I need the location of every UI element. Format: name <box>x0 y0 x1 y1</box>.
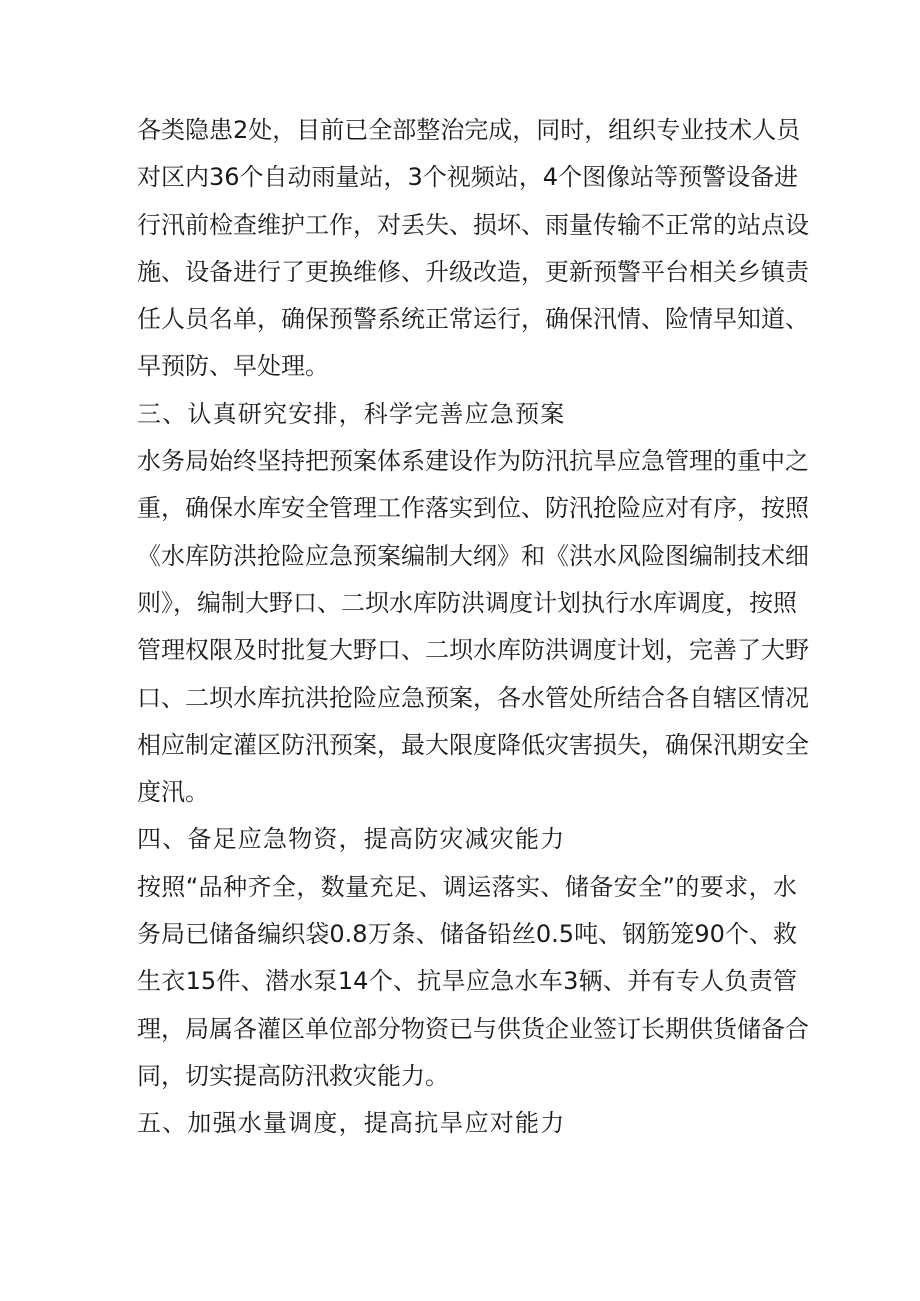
text-line: 行汛前检查维护工作，对丢失、损坏、雨量传输不正常的站点设 <box>137 210 809 239</box>
text-line: 务局已储备编织袋0.8万条、储备铅丝0.5吨、钢筋笼90个、救 <box>137 920 797 949</box>
text-line: 理，局属各灌区单位部分物资已与供货企业签订长期供货储备合 <box>137 1014 809 1043</box>
text-line: 相应制定灌区防汛预案，最大限度降低灾害损失，确保汛期安全 <box>137 730 809 759</box>
text-line: 水务局始终坚持把预案体系建设作为防汛抗旱应急管理的重中之 <box>137 447 809 476</box>
document-body <box>137 107 809 1148</box>
section-heading: 三、认真研究安排，科学完善应急预案 <box>137 399 566 428</box>
text-line: 度汛。 <box>137 778 209 807</box>
text-line: 则》，编制大野口、二坝水库防洪调度计划执行水库调度，按照 <box>137 588 797 617</box>
text-line: 早预防、早处理。 <box>137 352 329 381</box>
text-line: 任人员名单，确保预警系统正常运行，确保汛情、险情早知道、 <box>137 305 809 334</box>
section-heading: 四、备足应急物资，提高防灾减灾能力 <box>137 825 566 854</box>
text-line: 按照“品种齐全，数量充足、调运落实、储备安全”的要求，水 <box>137 872 797 901</box>
text-line: 生衣15件、潜水泵14个、抗旱应急水车3辆、并有专人负责管 <box>137 967 797 996</box>
text-line: 各类隐患2处，目前已全部整治完成，同时，组织专业技术人员 <box>137 116 801 144</box>
text-line: 同，切实提高防汛救灾能力。 <box>137 1061 449 1090</box>
section-heading: 五、加强水量调度，提高抗旱应对能力 <box>137 1109 566 1138</box>
text-line: 对区内36个自动雨量站，3个视频站，4个图像站等预警设备进 <box>137 163 799 192</box>
text-line: 重，确保水库安全管理工作落实到位、防汛抢险应对有序，按照 <box>137 494 809 523</box>
text-line: 口、二坝水库抗洪抢险应急预案，各水管处所结合各自辖区情况 <box>137 683 809 712</box>
text-line: 管理权限及时批复大野口、二坝水库防洪调度计划，完善了大野 <box>137 636 809 665</box>
text-line: 《水库防洪抢险应急预案编制大纲》和《洪水风险图编制技术细 <box>137 541 809 570</box>
text-line: 施、设备进行了更换维修、升级改造，更新预警平台相关乡镇责 <box>137 257 809 286</box>
